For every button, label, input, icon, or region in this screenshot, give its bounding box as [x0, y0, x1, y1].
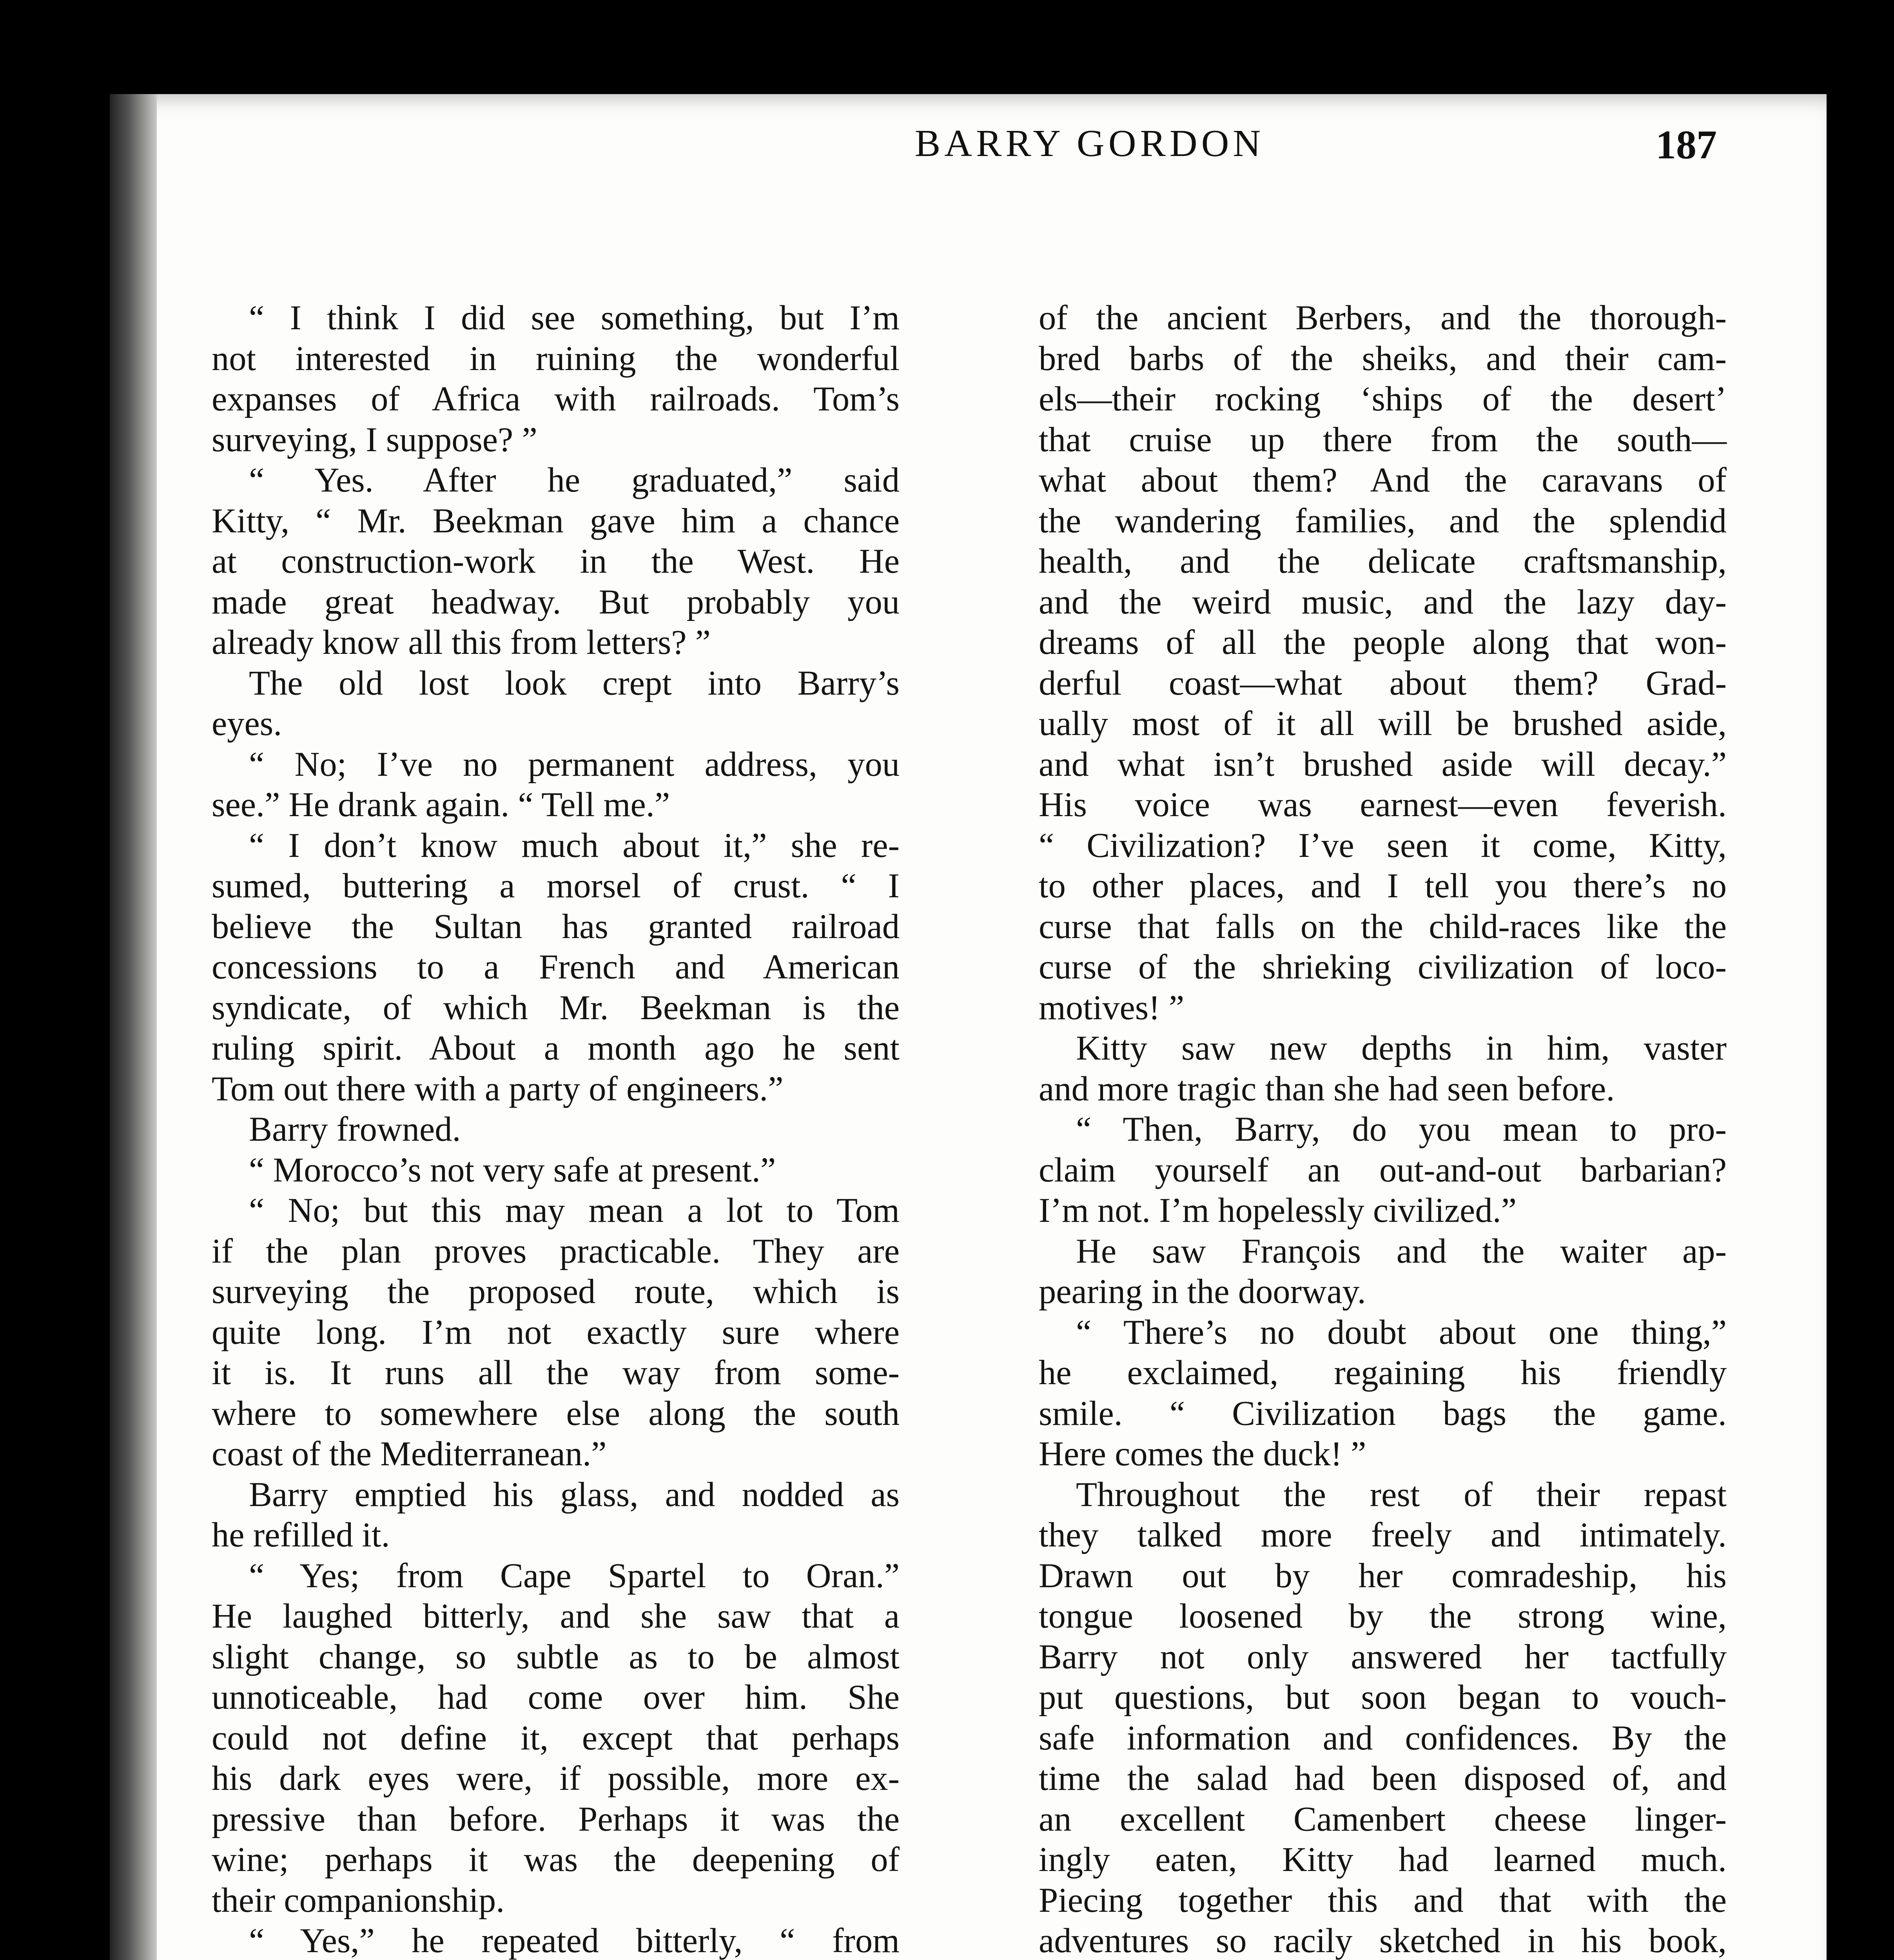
- text-line: smile. “ Civilization bags the game.: [1039, 1394, 1727, 1433]
- text-line: health, and the delicate craftsmanship,: [1039, 542, 1727, 581]
- text-line: could not define it, except that perhaps: [212, 1719, 900, 1757]
- page-number: 187: [1656, 122, 1717, 167]
- text-line: Throughout the rest of their repast: [1076, 1475, 1727, 1514]
- text-line: they talked more freely and intimately.: [1039, 1516, 1727, 1554]
- text-line: Drawn out by her comradeship, his: [1039, 1556, 1727, 1595]
- text-line: already know all this from letters? ”: [212, 623, 711, 662]
- book-spine-shadow: [110, 94, 157, 1960]
- text-line: concessions to a French and American: [212, 948, 900, 986]
- text-line: I’m not. I’m hopelessly civilized.”: [1039, 1191, 1517, 1230]
- text-line: “ Yes,” he repeated bitterly, “ from: [249, 1922, 900, 1960]
- left-text-column: [212, 298, 900, 1960]
- running-head: [188, 122, 1717, 184]
- text-line: ingly eaten, Kitty had learned much.: [1039, 1840, 1727, 1879]
- text-line: his dark eyes were, if possible, more ex-: [212, 1759, 900, 1798]
- text-line: of the ancient Berbers, and the thorough-: [1039, 299, 1727, 337]
- text-line: ually most of it all will be brushed aside,: [1039, 704, 1727, 743]
- text-line: syndicate, of which Mr. Beekman is the: [212, 988, 900, 1027]
- text-line: made great headway. But probably you: [212, 583, 900, 621]
- text-line: “ Then, Barry, do you mean to pro-: [1076, 1110, 1727, 1149]
- text-line: and the weird music, and the lazy day-: [1039, 583, 1727, 621]
- text-line: curse of the shrieking civilization of loco-: [1039, 948, 1727, 986]
- text-line: sumed, buttering a morsel of crust. “ I: [212, 867, 900, 905]
- text-line: Kitty, “ Mr. Beekman gave him a chance: [212, 501, 900, 540]
- text-line: not interested in ruining the wonderful: [212, 339, 900, 378]
- text-line: “ Yes. After he graduated,” said: [249, 461, 900, 499]
- text-line: time the salad had been disposed of, and: [1039, 1759, 1727, 1798]
- text-line: quite long. I’m not exactly sure where: [212, 1313, 900, 1352]
- text-line: if the plan proves practicable. They are: [212, 1232, 900, 1270]
- text-line: “ There’s no doubt about one thing,”: [1076, 1313, 1727, 1352]
- text-line: at construction-work in the West. He: [212, 542, 900, 581]
- text-line: adventures so racily sketched in his book,: [1039, 1922, 1727, 1960]
- text-line: it is. It runs all the way from some-: [212, 1354, 900, 1392]
- text-line: wine; perhaps it was the deepening of: [212, 1840, 900, 1879]
- text-line: He saw François and the waiter ap-: [1076, 1232, 1727, 1270]
- text-line: the wandering families, and the splendid: [1039, 501, 1727, 540]
- text-line: “ I think I did see something, but I’m: [249, 299, 900, 337]
- text-line: His voice was earnest—even feverish.: [1039, 786, 1727, 824]
- text-line: Barry frowned.: [249, 1110, 461, 1149]
- text-line: surveying the proposed route, which is: [212, 1272, 900, 1311]
- text-line: he exclaimed, regaining his friendly: [1039, 1354, 1727, 1392]
- text-line: pressive than before. Perhaps it was the: [212, 1800, 900, 1838]
- right-text-column: [1039, 298, 1727, 1960]
- text-line: coast of the Mediterranean.”: [212, 1435, 607, 1473]
- text-line: slight change, so subtle as to be almost: [212, 1637, 900, 1676]
- text-line: tongue loosened by the strong wine,: [1039, 1597, 1727, 1635]
- text-line: derful coast—what about them? Grad-: [1039, 664, 1727, 702]
- text-line: Barry emptied his glass, and nodded as: [249, 1475, 900, 1514]
- text-line: eyes.: [212, 704, 282, 743]
- text-line: safe information and confidences. By the: [1039, 1719, 1727, 1757]
- text-line: unnoticeable, had come over him. She: [212, 1678, 900, 1717]
- text-line: The old lost look crept into Barry’s: [249, 664, 900, 702]
- text-line: an excellent Camenbert cheese linger-: [1039, 1800, 1727, 1838]
- text-line: “ No; I’ve no permanent address, you: [249, 745, 900, 784]
- text-line: dreams of all the people along that won-: [1039, 623, 1727, 662]
- text-line: where to somewhere else along the south: [212, 1394, 900, 1433]
- text-line: to other places, and I tell you there’s no: [1039, 867, 1727, 905]
- text-line: motives! ”: [1039, 988, 1185, 1027]
- text-line: “ No; but this may mean a lot to Tom: [249, 1191, 900, 1230]
- text-line: Here comes the duck! ”: [1039, 1435, 1366, 1473]
- text-line: pearing in the doorway.: [1039, 1272, 1366, 1311]
- text-line: ruling spirit. About a month ago he sent: [212, 1029, 900, 1067]
- text-line: see.” He drank again. “ Tell me.”: [212, 786, 670, 824]
- text-line: and more tragic than she had seen before.: [1039, 1069, 1615, 1108]
- text-line: “ Civilization? I’ve seen it come, Kitty,: [1039, 826, 1727, 865]
- text-line: He laughed bitterly, and she saw that a: [212, 1597, 900, 1635]
- text-line: “ Yes; from Cape Spartel to Oran.”: [249, 1556, 900, 1595]
- text-line: claim yourself an out-and-out barbarian?: [1039, 1151, 1727, 1189]
- text-line: believe the Sultan has granted railroad: [212, 907, 900, 946]
- running-head-title: BARRY GORDON: [914, 122, 1265, 165]
- text-line: what about them? And the caravans of: [1039, 461, 1727, 499]
- text-line: Piecing together this and that with the: [1039, 1881, 1727, 1920]
- text-line: their companionship.: [212, 1881, 505, 1920]
- text-line: surveying, I suppose? ”: [212, 420, 537, 459]
- text-line: “ Morocco’s not very safe at present.”: [249, 1151, 776, 1189]
- text-line: Barry not only answered her tactfully: [1039, 1637, 1727, 1676]
- text-line: Kitty saw new depths in him, vaster: [1076, 1029, 1727, 1067]
- text-line: expanses of Africa with railroads. Tom’s: [212, 380, 900, 418]
- text-line: els—their rocking ‘ships of the desert’: [1039, 380, 1727, 418]
- text-line: that cruise up there from the south—: [1039, 420, 1727, 459]
- text-line: curse that falls on the child-races like the: [1039, 907, 1727, 946]
- text-line: put questions, but soon began to vouch-: [1039, 1678, 1727, 1717]
- text-line: and what isn’t brushed aside will decay.”: [1039, 745, 1727, 784]
- text-line: bred barbs of the sheiks, and their cam-: [1039, 339, 1727, 378]
- text-line: Tom out there with a party of engineers.”: [212, 1069, 784, 1108]
- text-line: “ I don’t know much about it,” she re-: [249, 826, 900, 865]
- text-line: he refilled it.: [212, 1516, 390, 1554]
